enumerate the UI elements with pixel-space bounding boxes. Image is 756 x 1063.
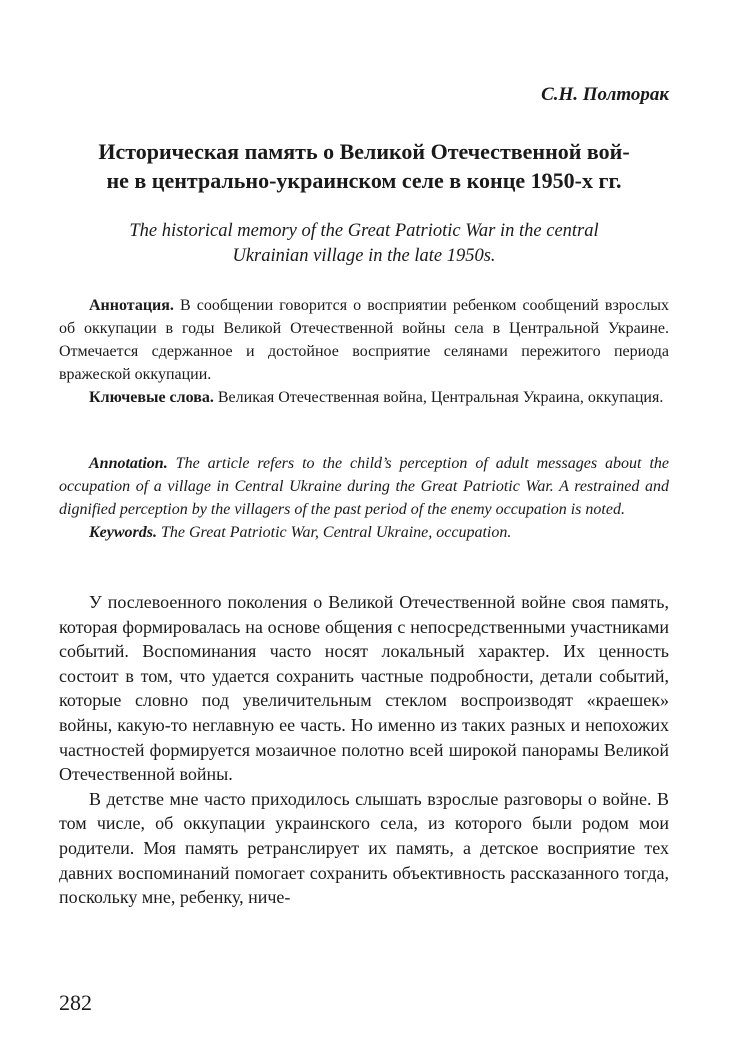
abstract-russian xyxy=(59,294,669,409)
article-body xyxy=(59,590,669,910)
abstract-paragraph xyxy=(59,294,669,386)
body-paragraph: У послевоенного поколения о Великой Отечественной войне своя память, которая формировалась на основе общения с непосредственными участниками событий. Воспоминания часто носят локальный характер. Их ценность состоит в том, что удается сохранить частные подробности, детали событий, которые словно под увеличительным стеклом воспроизводят «краешек» войны, какую-то неглавную ее часть. Но именно из таких разных и непохожих частностей формируется мозаичное полотно всей широкой панорамы Великой Отечественной войны. xyxy=(59,592,669,785)
keywords-text: Великая Отечественная война, Центральная Украина, оккупация. xyxy=(213,389,664,406)
abstract-text: В сообщении говорится о восприятии ребенком сообщений взрослых об оккупации в годы Великой Отечественной войны села в Центральной Украине. Отмечается сдержанное и достойное восприятие селянами пережитого периода вражеской оккупации. xyxy=(59,297,669,383)
keywords-paragraph xyxy=(59,521,669,544)
page-number: 282 xyxy=(59,990,92,1015)
body-paragraph: В детстве мне часто приходилось слышать взрослые разговоры о войне. В том числе, об оккупации украинского села, из которого были родом мои родители. Моя память ретранслирует их память, а детское восприятие тех давних воспоминаний помогает сохранить объективность рассказанного тогда, поскольку мне, ребенку, ниче- xyxy=(59,788,669,908)
title-line: Историческая память о Великой Отечественной вой- xyxy=(98,139,630,164)
page xyxy=(59,0,669,1063)
abstract-label: Annotation. xyxy=(89,455,168,472)
abstract-paragraph xyxy=(59,452,669,521)
subtitle-line: Ukrainian village in the late 1950s. xyxy=(232,246,496,266)
abstract-text: The article refers to the child’s perception of adult messages about the occupation of a village in Central Ukraine during the Great Patriotic War. A restrained and dignified perception by the villagers of the past period of the enemy occupation is noted. xyxy=(59,455,669,518)
author-name: С.Н. Полторак xyxy=(541,84,669,105)
article-subtitle-english xyxy=(59,219,669,269)
keywords-label: Keywords. xyxy=(89,524,157,541)
keywords-label: Ключевые слова. xyxy=(89,389,214,406)
abstract-label: Аннотация. xyxy=(89,297,174,314)
abstract-english xyxy=(59,452,669,544)
subtitle-line: The historical memory of the Great Patriotic War in the central xyxy=(129,221,599,241)
article-title xyxy=(59,137,669,195)
keywords-text: The Great Patriotic War, Central Ukraine, occupation. xyxy=(157,524,512,541)
keywords-paragraph xyxy=(59,386,669,409)
title-line: не в центрально-украинском селе в конце 1950-х гг. xyxy=(106,168,622,193)
